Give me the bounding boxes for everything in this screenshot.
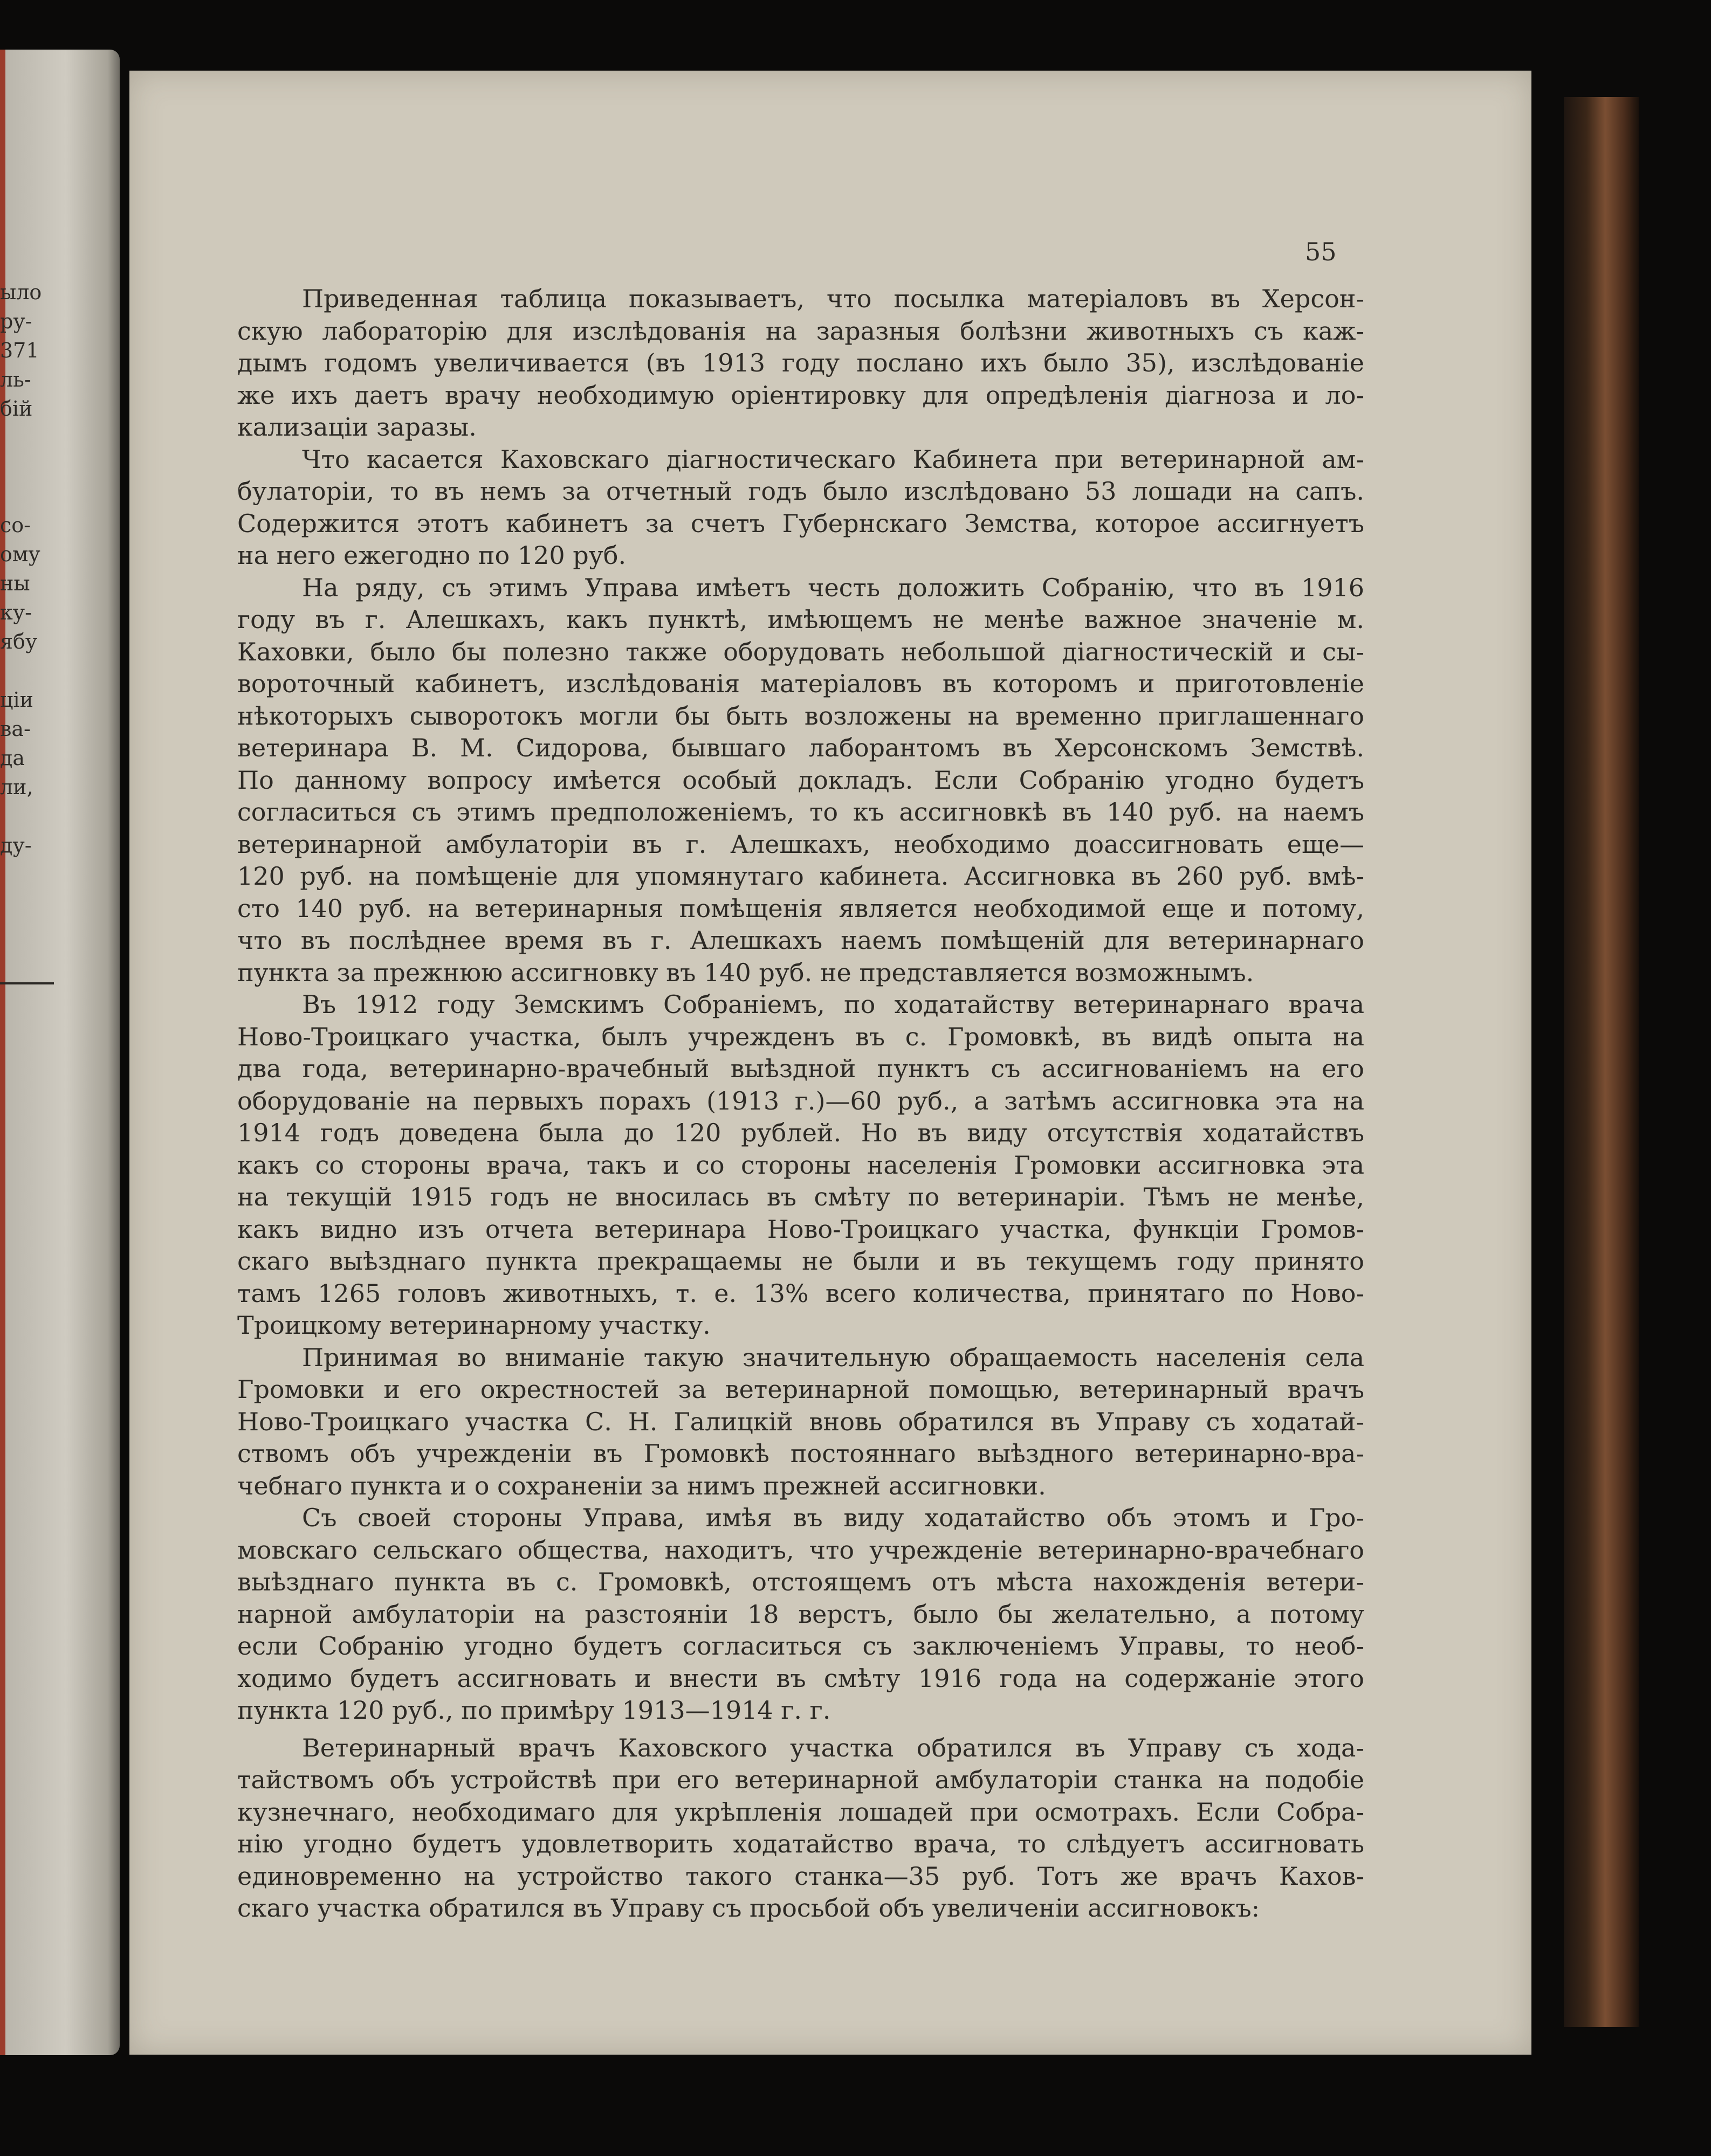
left-page-fragment: ны	[0, 571, 30, 595]
text-line: нарной амбулаторіи на разстояніи 18 верстъ, было бы желательно, а потому	[237, 1599, 1364, 1629]
text-line: нѣкоторыхъ сыворотокъ могли бы быть возложены на временно приглашеннаго	[237, 701, 1364, 731]
paragraph	[237, 283, 1364, 444]
left-page-text	[0, 278, 43, 860]
text-line: 120 руб. на помѣщеніе для упомянутаго кабинета. Ассигновка въ 260 руб. вмѣ-	[237, 862, 1364, 891]
left-page-fragment: ру-	[0, 309, 32, 333]
text-line: ствомъ объ учрежденіи въ Громовкѣ постояннаго выѣздного ветеринарно-вра-	[237, 1439, 1364, 1468]
left-page-rule	[0, 982, 54, 984]
text-line: на текущій 1915 годъ не вносилась въ смѣту по ветеринаріи. Тѣмъ не менѣе,	[237, 1182, 1364, 1211]
text-line: Каховки, было бы полезно также оборудовать небольшой діагностическій и сы-	[237, 637, 1364, 666]
text-line: Принимая во вниманіе такую значительную обращаемость населенія села	[302, 1342, 1364, 1372]
text-line: нію угодно будетъ удовлетворить ходатайство врача, то слѣдуетъ ассигновать	[237, 1829, 1364, 1858]
paragraph	[237, 1502, 1364, 1727]
text-line: выѣзднаго пункта въ с. Громовкѣ, отстоящемъ отъ мѣста нахожденія ветери-	[237, 1567, 1364, 1596]
text-line: Громовки и его окрестностей за ветеринарной помощью, ветеринарный врачъ	[237, 1375, 1364, 1404]
paragraph	[237, 1342, 1364, 1503]
left-page-fragment: ому	[0, 542, 40, 566]
text-line: скаго выѣзднаго пункта прекращаемы не были и въ текущемъ году принято	[237, 1246, 1364, 1276]
text-line: булаторіи, то въ немъ за отчетный годъ было изслѣдовано 53 лошади на сапъ.	[237, 477, 1364, 506]
text-line: ветеринара В. М. Сидорова, бывшаго лаборантомъ въ Херсонскомъ Земствѣ.	[237, 733, 1364, 762]
left-page-fragment: ціи	[0, 688, 33, 712]
text-line: кузнечнаго, необходимаго для укрѣпленія лошадей при осмотрахъ. Если Собра-	[237, 1797, 1364, 1827]
text-line: единовременно на устройство такого станка—35 руб. Тотъ же врачъ Кахов-	[237, 1861, 1364, 1891]
text-line: согласиться съ этимъ предположеніемъ, то къ ассигновкѣ въ 140 руб. на наемъ	[237, 797, 1364, 826]
left-page-fragment: 371	[0, 339, 39, 362]
left-page-fragment: ку-	[0, 601, 32, 624]
left-page-fragment	[0, 656, 43, 685]
text-line: дымъ годомъ увеличивается (въ 1913 году послано ихъ было 35), изслѣдованіе	[237, 348, 1364, 377]
left-page-fragment: ва-	[0, 717, 31, 741]
left-page-fragment: да	[0, 746, 25, 770]
text-line: тамъ 1265 головъ животныхъ, т. е. 13% всего количества, принятаго по Ново-	[237, 1278, 1364, 1308]
left-page-fragment	[0, 481, 43, 511]
text-line: два года, ветеринарно-врачебный выѣздной пунктъ съ ассигнованіемъ на его	[237, 1054, 1364, 1083]
text-line: тайствомъ объ устройствѣ при его ветеринарной амбулаторіи станка на подобіе	[237, 1765, 1364, 1794]
text-line: По данному вопросу имѣется особый докладъ. Если Собранію угодно будетъ	[237, 765, 1364, 795]
text-line: какъ видно изъ отчета ветеринара Ново-Троицкаго участка, функціи Громов-	[237, 1214, 1364, 1244]
text-line: 1914 годъ доведена была до 120 рублей. Но въ виду отсутствія ходатайствъ	[237, 1118, 1364, 1147]
page-number: 55	[1305, 237, 1337, 266]
paragraph	[237, 1732, 1364, 1925]
text-line: году въ г. Алешкахъ, какъ пунктѣ, имѣющемъ не менѣе важное значеніе м.	[237, 605, 1364, 634]
text-line: Съ своей стороны Управа, имѣя въ виду ходатайство объ этомъ и Гро-	[302, 1503, 1364, 1532]
text-line: чебнаго пункта и о сохраненіи за нимъ прежней ассигновки.	[237, 1471, 1046, 1500]
book-spine	[1564, 97, 1639, 2027]
left-page-fragment: ль-	[0, 368, 31, 391]
left-page-fragment	[0, 423, 43, 452]
text-line: оборудованіе на первыхъ порахъ (1913 г.)—60 руб., а затѣмъ ассигновка эта на	[237, 1086, 1364, 1115]
text-line: Троицкому ветеринарному участку.	[237, 1311, 711, 1340]
paragraph	[237, 989, 1364, 1342]
text-line: кализаціи заразы.	[237, 412, 477, 442]
paragraph	[237, 572, 1364, 989]
text-line: На ряду, съ этимъ Управа имѣетъ честь доложить Собранію, что въ 1916	[302, 573, 1364, 602]
body-text	[237, 283, 1364, 1925]
text-line: скую лабораторію для изслѣдованія на заразныя болѣзни животныхъ съ каж-	[237, 316, 1364, 346]
text-line: сто 140 руб. на ветеринарныя помѣщенія является необходимой еще и потому,	[237, 893, 1364, 923]
text-line: Что касается Каховскаго діагностическаго Кабинета при ветеринарной ам-	[302, 444, 1364, 474]
text-line: на него ежегодно по 120 руб.	[237, 541, 627, 570]
text-line: скаго участка обратился въ Управу съ просьбой объ увеличеніи ассигновокъ:	[237, 1893, 1260, 1923]
text-line: Въ 1912 году Земскимъ Собраніемъ, по ходатайству ветеринарнаго врача	[302, 990, 1364, 1019]
text-line: Содержится этотъ кабинетъ за счетъ Губернскаго Земства, которое ассигнуетъ	[237, 508, 1364, 538]
text-line: Приведенная таблица показываетъ, что посылка матеріаловъ въ Херсон-	[302, 284, 1364, 313]
text-line: если Собранію угодно будетъ согласиться съ заключеніемъ Управы, то необ-	[237, 1631, 1364, 1661]
left-page-fragment: ыло	[0, 280, 42, 304]
text-line: Ветеринарный врачъ Каховского участка обратился въ Управу съ хода-	[302, 1733, 1364, 1762]
text-line: пункта за прежнюю ассигновку въ 140 руб. не представляется возможнымъ.	[237, 958, 1254, 987]
text-line: ходимо будетъ ассигновать и внести въ смѣту 1916 года на содержаніе этого	[237, 1663, 1364, 1693]
text-line: вороточный кабинетъ, изслѣдованія матеріаловъ въ которомъ и приготовленіе	[237, 669, 1364, 698]
left-page-fragment	[0, 452, 43, 481]
text-line: пункта 120 руб., по примѣру 1913—1914 г. г.	[237, 1696, 831, 1725]
text-line: что въ послѣднее время въ г. Алешкахъ наемъ помѣщеній для ветеринарнаго	[237, 926, 1364, 955]
left-page-fragment: ябу	[0, 630, 38, 653]
text-line: мовскаго сельскаго общества, находитъ, что учрежденіе ветеринарно-врачебнаго	[237, 1535, 1364, 1565]
text-line: же ихъ даетъ врачу необходимую оріентировку для опредѣленія діагноза и ло-	[237, 380, 1364, 410]
text-line: Ново-Троицкаго участка, былъ учрежденъ въ с. Громовкѣ, въ видѣ опыта на	[237, 1022, 1364, 1051]
left-page-fragment: бій	[0, 397, 33, 421]
left-page-fragment: ду-	[0, 834, 32, 857]
left-page-fragment: ли,	[0, 775, 33, 799]
text-line: Ново-Троицкаго участка С. Н. Галицкій вновь обратился въ Управу съ ходатай-	[237, 1407, 1364, 1436]
text-line: ветеринарной амбулаторіи въ г. Алешкахъ, необходимо доассигновать еще—	[237, 829, 1364, 859]
text-line: какъ со стороны врача, такъ и со стороны населенія Громовки ассигновка эта	[237, 1150, 1364, 1180]
left-page-fragment	[0, 802, 43, 831]
left-page-fragment: со-	[0, 513, 31, 537]
paragraph	[237, 444, 1364, 572]
